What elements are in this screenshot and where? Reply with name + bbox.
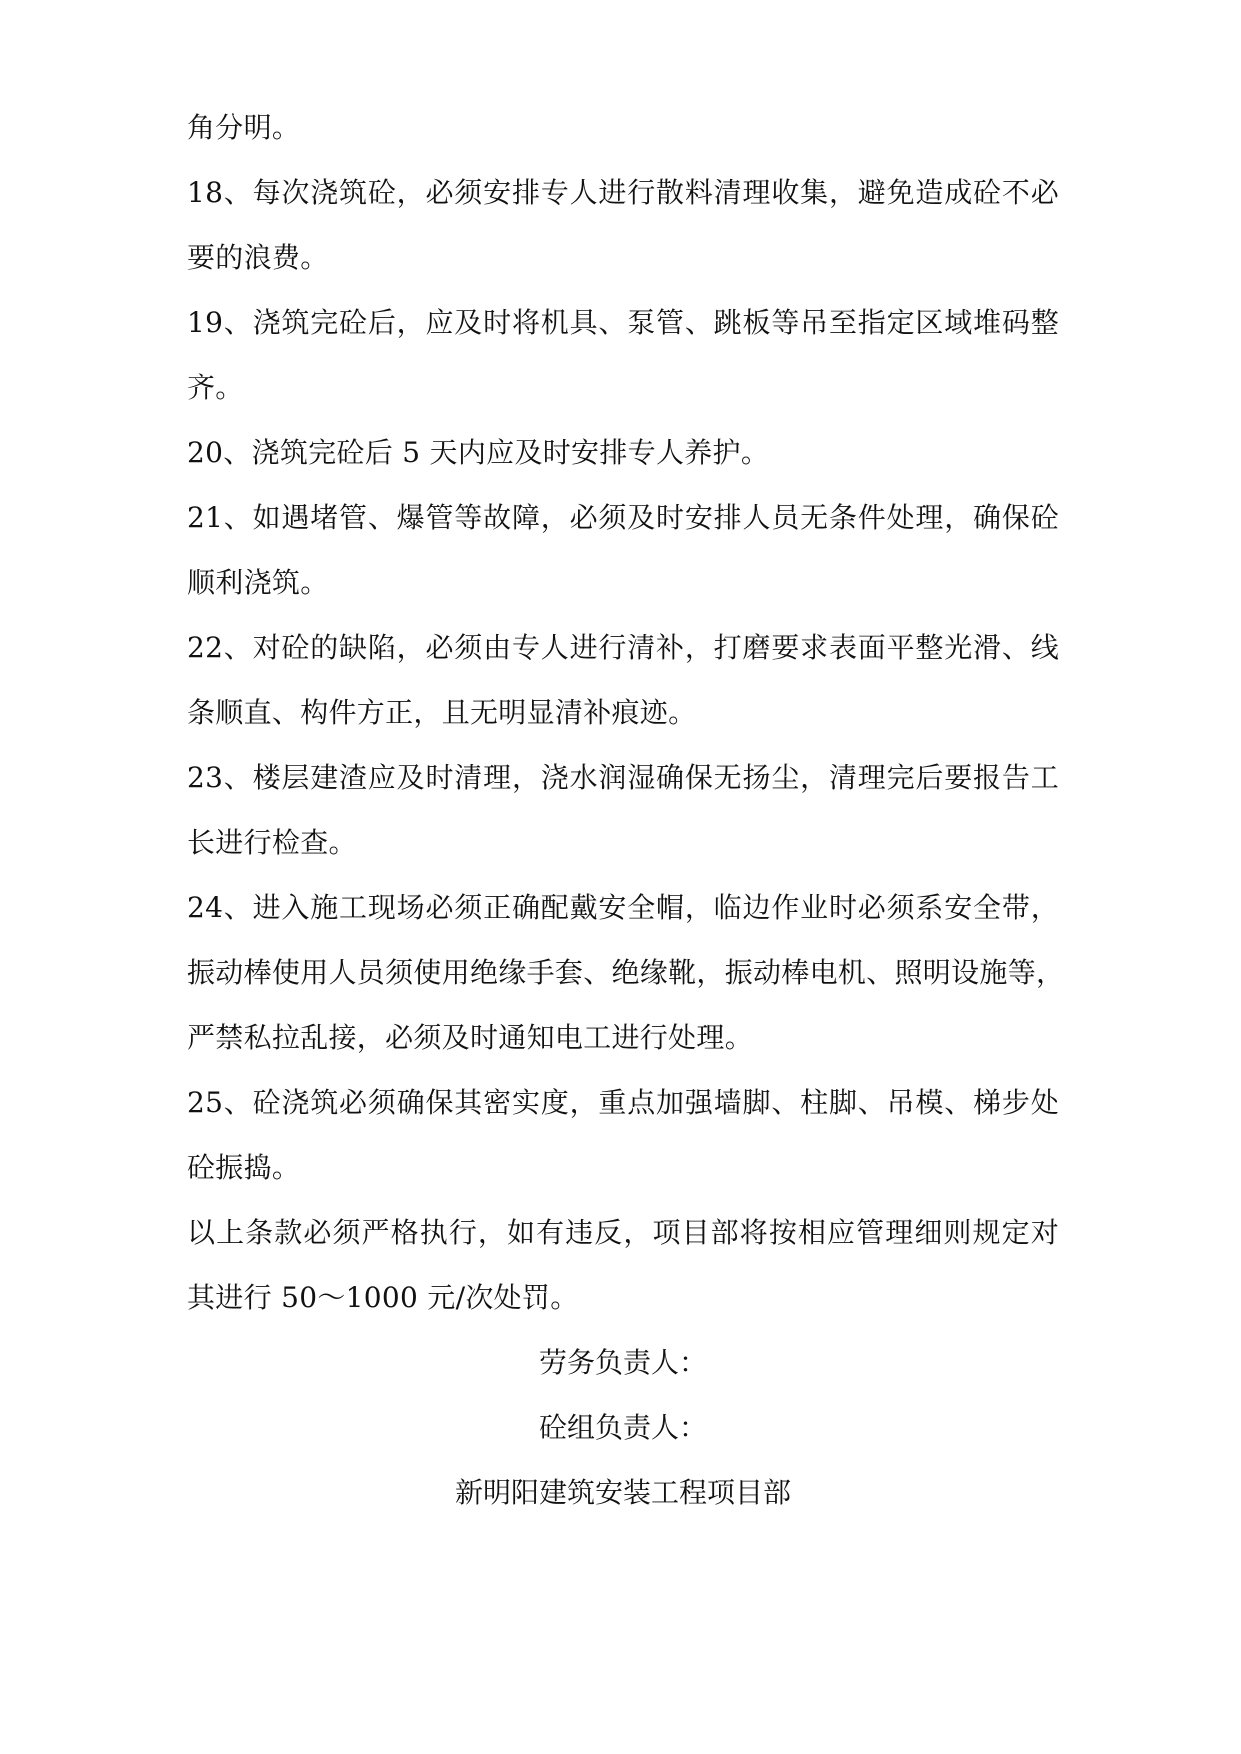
text-line: 角分明。 <box>187 111 301 144</box>
labor-manager-signature: 劳务负责人： <box>538 1346 707 1379</box>
text-line: 20、浇筑完砼后 5 天内应及时安排专人养护。 <box>187 436 770 469</box>
text-line: 要的浪费。 <box>187 241 329 274</box>
text-line: 长进行检查。 <box>187 826 357 859</box>
text-line: 其进行 50～1000 元/次处罚。 <box>187 1281 579 1314</box>
concrete-team-manager-signature: 砼组负责人： <box>538 1411 707 1444</box>
text-line: 严禁私拉乱接，必须及时通知电工进行处理。 <box>187 1021 754 1054</box>
regulation-text <box>187 95 1065 1330</box>
text-line: 21、如遇堵管、爆管等故障，必须及时安排人员无条件处理，确保砼 <box>187 501 1059 534</box>
text-line: 齐。 <box>187 371 244 404</box>
project-department-name: 新明阳建筑安装工程项目部 <box>454 1476 791 1509</box>
text-line: 25、砼浇筑必须确保其密实度，重点加强墙脚、柱脚、吊模、梯步处 <box>187 1086 1059 1119</box>
text-line: 19、浇筑完砼后，应及时将机具、泵管、跳板等吊至指定区域堆码整 <box>187 306 1059 339</box>
text-line: 23、楼层建渣应及时清理，浇水润湿确保无扬尘，清理完后要报告工 <box>187 761 1059 794</box>
text-line: 22、对砼的缺陷，必须由专人进行清补，打磨要求表面平整光滑、线 <box>187 631 1059 664</box>
text-line: 18、每次浇筑砼，必须安排专人进行散料清理收集，避免造成砼不必 <box>187 176 1059 209</box>
text-line: 以上条款必须严格执行，如有违反，项目部将按相应管理细则规定对 <box>187 1216 1059 1249</box>
text-line: 条顺直、构件方正，且无明显清补痕迹。 <box>187 696 697 729</box>
text-line: 顺利浇筑。 <box>187 566 329 599</box>
text-line: 振动棒使用人员须使用绝缘手套、绝缘靴，振动棒电机、照明设施等， <box>187 956 1065 989</box>
signoff-block <box>187 1330 1059 1525</box>
text-line: 砼振捣。 <box>187 1151 301 1184</box>
text-line: 24、进入施工现场必须正确配戴安全帽，临边作业时必须系安全带， <box>187 891 1059 924</box>
